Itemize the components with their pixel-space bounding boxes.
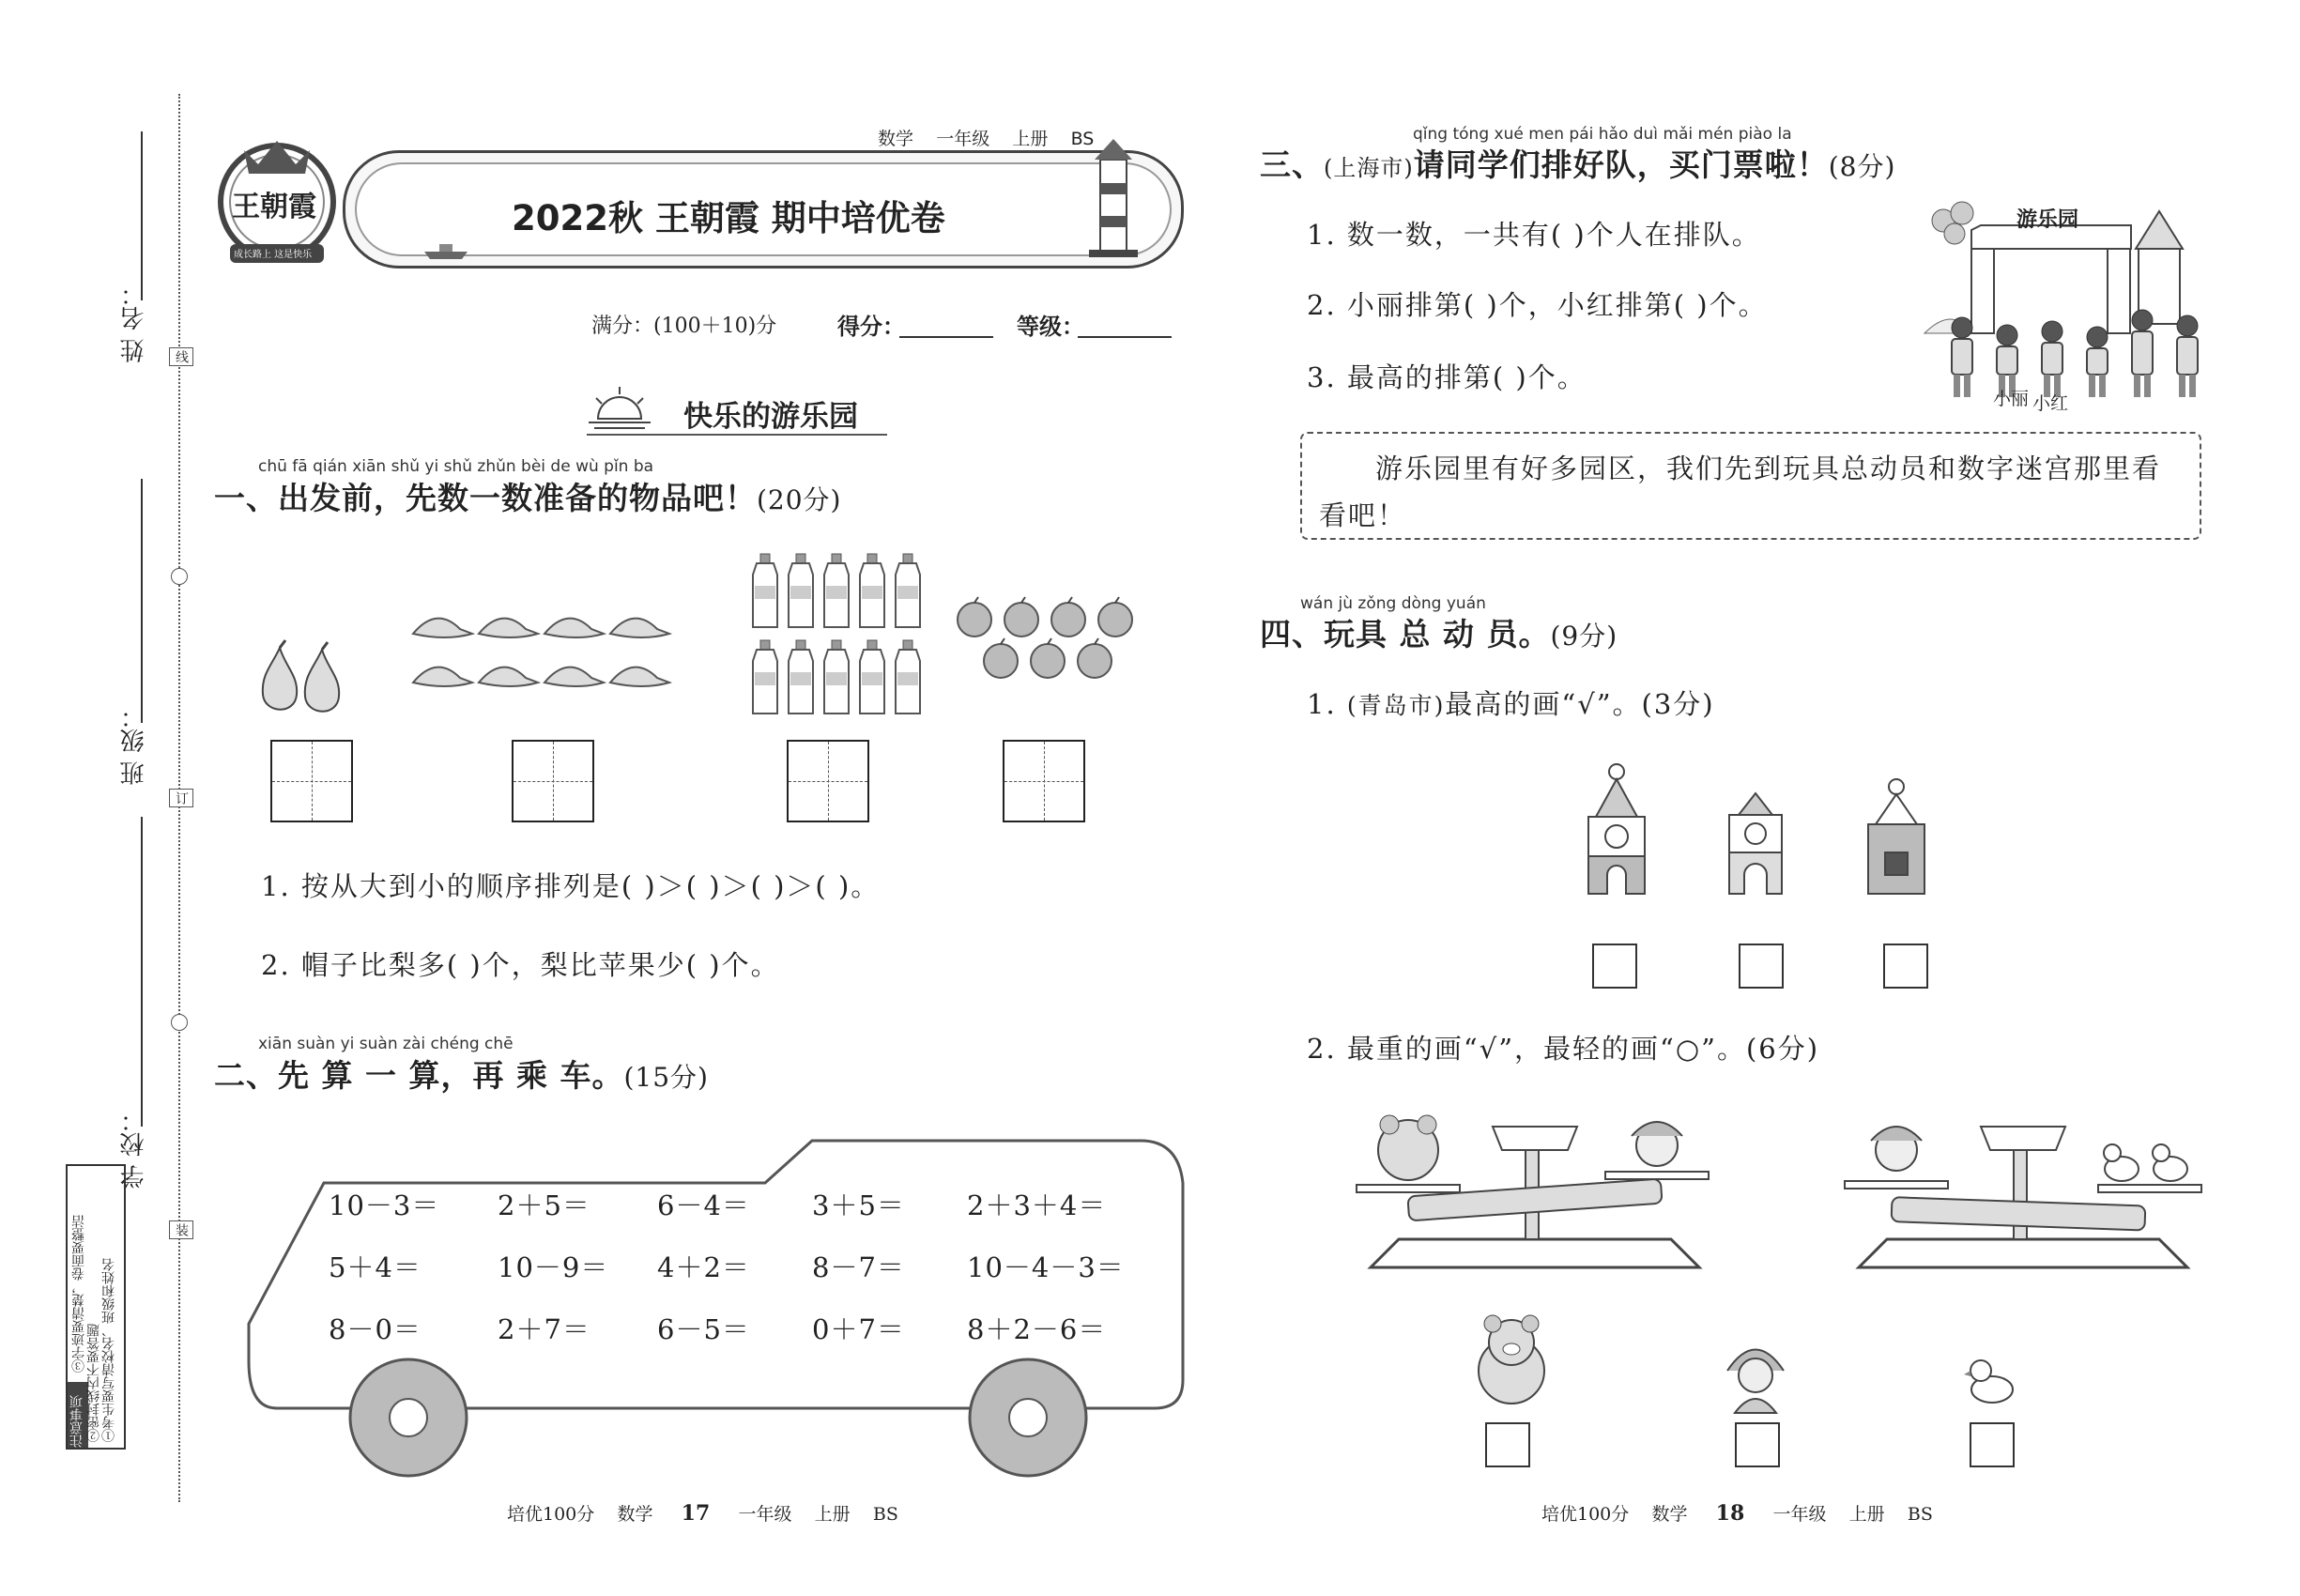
toy-answer-box[interactable] xyxy=(1970,1422,2015,1467)
name-line[interactable] xyxy=(141,131,143,300)
equation: 3＋5＝ xyxy=(812,1189,905,1221)
apple-icon xyxy=(939,582,1155,685)
section4-q1-points: (3分) xyxy=(1641,688,1715,720)
notice-box xyxy=(66,1164,126,1450)
section2-title-text: 二、先 算 一 算，再 乘 车。 xyxy=(214,1057,624,1094)
meta-grade: 一年级 xyxy=(936,129,990,149)
section4-title-text: 四、玩具 总 动 员。 xyxy=(1260,616,1551,652)
grade-field[interactable] xyxy=(1078,336,1172,338)
footer-version: BS xyxy=(1907,1504,1933,1525)
apple-item xyxy=(984,638,1018,678)
section3-points: (8分) xyxy=(1828,151,1896,182)
section4-q2-text: 2. 最重的画“√”，最轻的画“○”。 xyxy=(1307,1033,1746,1065)
doll-icon xyxy=(1718,1333,1793,1418)
section3-prefix: 三、 xyxy=(1260,146,1324,183)
footer-term: 上册 xyxy=(1848,1504,1885,1525)
section2-points: (15分) xyxy=(623,1062,709,1093)
duck-icon xyxy=(1962,1352,2018,1408)
bottle-item xyxy=(753,640,777,714)
equation: 8＋2－6＝ xyxy=(967,1313,1107,1345)
logo-sub: 成长路上 这是快乐 xyxy=(234,250,313,260)
footer-left xyxy=(507,1500,898,1526)
scale-doll-ducks-icon xyxy=(1840,1098,2206,1286)
lighthouse-icon xyxy=(1080,131,1145,263)
equation: 5＋4＝ xyxy=(329,1251,422,1283)
answer-box-bottles[interactable] xyxy=(787,740,869,822)
cap-item xyxy=(610,619,669,637)
section4-pinyin: wán jù zǒng dòng yuán xyxy=(1300,594,1486,613)
section3-title xyxy=(1260,141,1895,185)
sunrise-icon xyxy=(587,385,652,432)
section3-title-text: 请同学们排好队，买门票啦！ xyxy=(1413,146,1829,183)
answer-box-caps[interactable] xyxy=(512,740,594,822)
grade-label: 等级： xyxy=(1017,314,1084,340)
note-box xyxy=(1300,432,2201,540)
footer-grade: 一年级 xyxy=(738,1504,792,1525)
bear-icon xyxy=(1460,1310,1563,1413)
cap-item xyxy=(544,619,604,637)
tower-answer-box[interactable] xyxy=(1883,944,1928,989)
section4-q1 xyxy=(1307,683,1715,722)
cap-item xyxy=(413,668,472,686)
equation: 8－7＝ xyxy=(812,1251,905,1283)
section4-points: (9分) xyxy=(1550,621,1618,652)
seal-dot xyxy=(171,1014,188,1031)
equation: 6－5＝ xyxy=(657,1313,750,1345)
bottle-item xyxy=(860,554,884,627)
footer-right xyxy=(1541,1500,1933,1526)
section1-title xyxy=(214,474,841,518)
header-meta xyxy=(878,125,1094,150)
bottle-item xyxy=(824,640,849,714)
name-label: 姓 名： xyxy=(120,282,148,363)
equation: 8－0＝ xyxy=(329,1313,422,1345)
cap-item xyxy=(479,619,538,637)
footer-book: 培优100分 xyxy=(1541,1504,1630,1525)
apple-item xyxy=(1078,638,1112,678)
queue-person xyxy=(2042,321,2062,397)
section3-q2: 2. 小丽排第( )个，小红排第( )个。 xyxy=(1307,289,1768,321)
bottle-item xyxy=(789,640,813,714)
section4-q1-city: (青岛市) xyxy=(1346,692,1446,719)
queue-person xyxy=(2132,310,2153,397)
cap-item xyxy=(413,619,472,637)
notice-item: ③字迹要清楚，卷面要整洁 xyxy=(71,1215,86,1373)
section1-title-text: 一、出发前，先数一数准备的物品吧！ xyxy=(214,480,757,516)
footer-subject: 数学 xyxy=(1651,1504,1688,1525)
seal-char: 线 xyxy=(169,347,193,366)
seal-char: 订 xyxy=(169,789,193,807)
meta-version: BS xyxy=(1070,129,1095,149)
page-number: 17 xyxy=(681,1501,711,1526)
answer-box-pears[interactable] xyxy=(270,740,353,822)
equation: 2＋3＋4＝ xyxy=(967,1189,1107,1221)
cap-item xyxy=(544,668,604,686)
equation: 10－3＝ xyxy=(329,1189,440,1221)
class-line[interactable] xyxy=(141,479,143,723)
queue-person xyxy=(2177,315,2198,397)
park-gate-illustration xyxy=(1915,192,2225,413)
theme-title: 快乐的游乐园 xyxy=(683,400,858,434)
cap-icon xyxy=(404,601,685,704)
notice-item: ②密封线内不要答题 xyxy=(86,1324,101,1442)
bottle-item xyxy=(860,640,884,714)
score-field[interactable] xyxy=(899,336,993,338)
queue-person xyxy=(2087,327,2108,397)
full-score: 满分：(100＋10)分 xyxy=(591,315,777,338)
note-text: 游乐园里有好多园区，我们先到玩具总动员和数字迷宫那里看看吧！ xyxy=(1319,453,2162,531)
meta-term: 上册 xyxy=(1012,129,1049,149)
bottle-item xyxy=(753,554,777,627)
toy-answer-box[interactable] xyxy=(1735,1422,1780,1467)
equation: 10－4－3＝ xyxy=(967,1251,1125,1283)
score-label: 得分： xyxy=(837,314,905,340)
bottle-item xyxy=(824,554,849,627)
equation: 10－9＝ xyxy=(498,1251,609,1283)
section3-q3: 3. 最高的排第( )个。 xyxy=(1307,361,1587,393)
cap-item xyxy=(610,668,669,686)
queue-person xyxy=(1952,317,1972,397)
footer-version: BS xyxy=(872,1504,898,1525)
apple-item xyxy=(1051,597,1085,637)
section4-q2 xyxy=(1307,1028,1819,1067)
apple-item xyxy=(1098,597,1132,637)
equation: 4＋2＝ xyxy=(657,1251,750,1283)
section2-pinyin: xiān suàn yi suàn zài chéng chē xyxy=(258,1035,514,1053)
section4-title xyxy=(1260,610,1618,654)
bottle-icon xyxy=(746,549,934,718)
notice-item: ①考生要写清校名、班级和姓名 xyxy=(101,1258,116,1442)
theme-underline xyxy=(587,434,887,436)
footer-term: 上册 xyxy=(814,1504,851,1525)
section1-q1: 1. 按从大到小的顺序排列是( )＞( )＞( )＞( )。 xyxy=(261,870,881,902)
scale-bear-doll-icon xyxy=(1352,1098,1718,1286)
bus-icon xyxy=(239,1127,1188,1483)
school-label: 学 校： xyxy=(120,1108,148,1189)
page-number: 18 xyxy=(1715,1501,1745,1526)
section3-q1: 1. 数一数，一共有( )个人在排队。 xyxy=(1307,219,1761,251)
section4-q1-prefix: 1. xyxy=(1307,688,1347,720)
section1-points: (20分) xyxy=(757,484,842,515)
bottle-item xyxy=(896,640,920,714)
section1-pinyin: chū fā qián xiān shǔ yi shǔ zhǔn bèi de wù pǐn ba xyxy=(258,457,654,476)
answer-box-apples[interactable] xyxy=(1003,740,1085,822)
cap-item xyxy=(479,668,538,686)
bottle-item xyxy=(896,554,920,627)
section4-q1-text: 最高的画“√”。 xyxy=(1445,688,1642,720)
equation: 6－4＝ xyxy=(657,1189,750,1221)
section4-q2-points: (6分) xyxy=(1745,1033,1820,1065)
park-gate-label: 游乐园 xyxy=(2016,208,2079,232)
section3-city: (上海市) xyxy=(1324,155,1414,181)
apple-item xyxy=(1004,597,1038,637)
footer-grade: 一年级 xyxy=(1772,1504,1827,1525)
name-xiaohong: 小红 xyxy=(2032,393,2069,414)
logo xyxy=(211,127,343,268)
boat-icon xyxy=(422,242,469,261)
footer-subject: 数学 xyxy=(617,1504,653,1525)
footer-book: 培优100分 xyxy=(507,1504,595,1525)
tower-answer-box[interactable] xyxy=(1739,944,1784,989)
section3-pinyin: qǐng tóng xué men pái hǎo duì mǎi mén piào la xyxy=(1413,125,1792,144)
toy-answer-box[interactable] xyxy=(1485,1422,1530,1467)
seal-dot xyxy=(171,568,188,585)
notice-title: 注意事项 xyxy=(68,1382,88,1448)
block-towers-icon xyxy=(1568,760,1943,948)
equation: 2＋7＝ xyxy=(498,1313,590,1345)
queue-people-icon xyxy=(1943,296,2225,408)
class-label: 班 级： xyxy=(120,704,148,786)
apple-item xyxy=(958,597,991,637)
name-xiaoli: 小丽 xyxy=(1993,389,2030,409)
equation: 0＋7＝ xyxy=(812,1313,905,1345)
school-line[interactable] xyxy=(141,817,143,1127)
section2-title xyxy=(214,1051,709,1096)
bottle-item xyxy=(789,554,813,627)
pear-icon xyxy=(252,638,360,723)
seal-char: 装 xyxy=(169,1220,193,1239)
meta-subject: 数学 xyxy=(878,129,914,149)
binding-margin xyxy=(56,94,197,1502)
apple-item xyxy=(1031,638,1065,678)
section1-q2: 2. 帽子比梨多( )个，梨比苹果少( )个。 xyxy=(261,949,780,981)
page-title: 2022秋 王朝霞 期中培优卷 xyxy=(512,198,945,238)
tower-answer-box[interactable] xyxy=(1592,944,1637,989)
equation: 2＋5＝ xyxy=(498,1189,590,1221)
logo-text: 王朝霞 xyxy=(232,191,316,223)
